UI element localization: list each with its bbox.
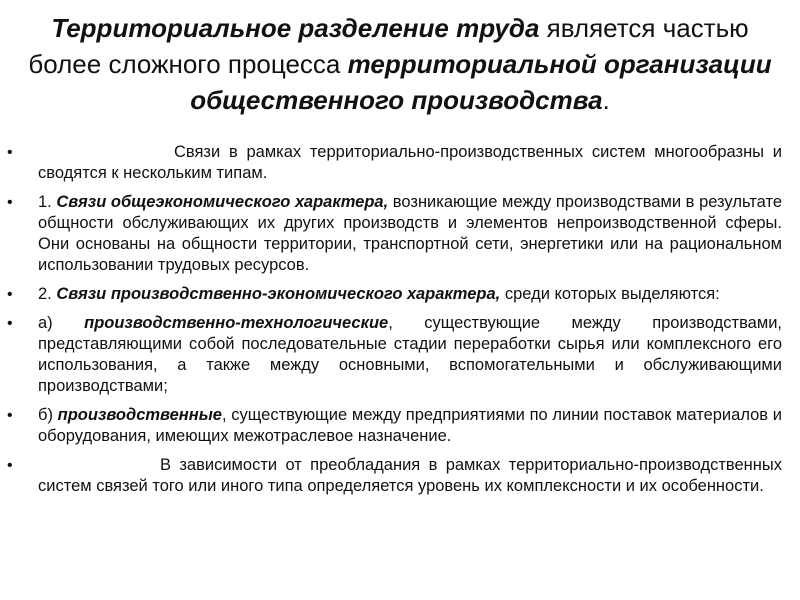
list-item (0, 313, 800, 397)
list-item (0, 284, 800, 305)
title-regular-part-4: . (602, 85, 610, 115)
item-text: возникающие между производствами в результате общности обслуживающих их других производств и элементов непроизводственной сферы. Они основаны на общности территории, транспортной сети, энергетики или на рациональном использовании трудовых ресурсов. (38, 193, 782, 274)
item-bold-term: Связи общеэкономического характера, (56, 193, 389, 211)
item-text: В зависимости от преобладания в рамках территориально-производственных систем связей того или иного типа определяется уровень их комплексности и их особенности. (38, 456, 782, 495)
list-item (0, 142, 800, 184)
item-prefix: 1. (38, 193, 57, 211)
item-text: , существующие между производствами, представляющими собой последовательные стадии переработки сырья или комплексного его использования, а также между основными, вспомогательными и обслуживающими производствами; (38, 314, 782, 395)
item-bold-term: Связи производственно-экономического характера, (56, 285, 501, 303)
item-bold-term: производственно-технологические (84, 314, 389, 332)
bullet-dot-icon: • (7, 286, 13, 303)
title-regular-part-2: является частью более сложного процесса (28, 13, 749, 79)
list-item (0, 455, 800, 497)
item-bold-term: производственные (57, 406, 222, 424)
item-prefix: а) (38, 314, 85, 332)
list-item (0, 405, 800, 447)
bullet-dot-icon: • (7, 315, 13, 332)
item-prefix: б) (38, 406, 58, 424)
slide-title (20, 10, 780, 118)
title-bold-part-3: территориальной организации общественного производства (190, 49, 772, 115)
item-text: среди которых выделяются: (500, 285, 720, 303)
list-item (0, 192, 800, 276)
item-prefix: 2. (38, 285, 57, 303)
bullet-list (0, 142, 800, 505)
bullet-dot-icon: • (7, 194, 13, 211)
item-text: Связи в рамках территориально-производственных систем многообразны и сводятся к нескольким типам. (38, 143, 782, 182)
title-bold-part-1: Территориальное разделение труда (51, 13, 540, 43)
item-text: , существующие между предприятиями по линии поставок материалов и оборудования, имеющих межотраслевое назначение. (38, 406, 782, 445)
bullet-dot-icon: • (7, 144, 13, 161)
bullet-dot-icon: • (7, 457, 13, 474)
bullet-dot-icon: • (7, 407, 13, 424)
